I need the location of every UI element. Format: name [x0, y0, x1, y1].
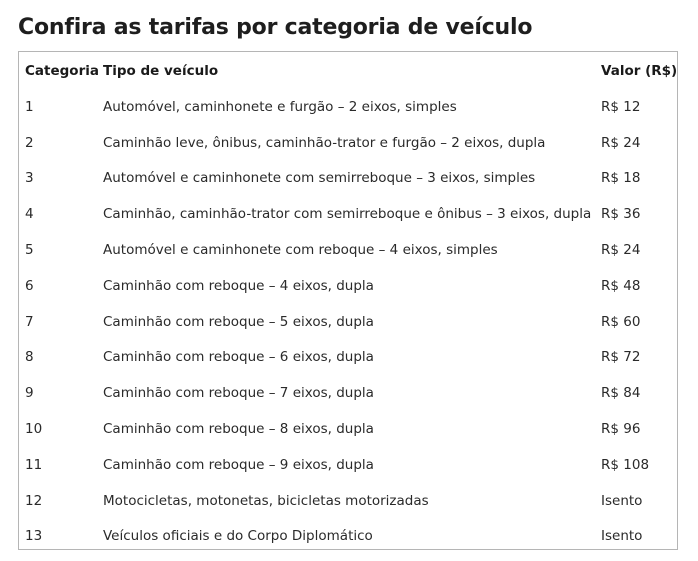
cell-valor: R$ 24: [601, 242, 641, 259]
cell-tipo-veiculo: Caminhão com reboque – 9 eixos, dupla: [103, 456, 374, 473]
page-title: Confira as tarifas por categoria de veículo: [18, 15, 533, 40]
table-header-row: [19, 52, 677, 89]
cell-valor: R$ 60: [601, 313, 641, 330]
cell-valor: R$ 108: [601, 456, 650, 473]
cell-valor: R$ 24: [601, 134, 641, 151]
cell-categoria: 4: [25, 206, 34, 223]
table-row: [19, 125, 677, 161]
tariff-table: [19, 52, 677, 554]
cell-valor: R$ 18: [601, 170, 641, 187]
cell-categoria: 6: [25, 277, 34, 294]
cell-valor: R$ 12: [601, 98, 641, 115]
table-row: [19, 411, 677, 447]
cell-categoria: 12: [25, 492, 43, 509]
cell-valor: Isento: [601, 528, 643, 545]
cell-categoria: 11: [25, 456, 43, 473]
cell-tipo-veiculo: Caminhão com reboque – 8 eixos, dupla: [103, 421, 374, 438]
cell-categoria: 5: [25, 242, 34, 259]
cell-tipo-veiculo: Automóvel e caminhonete com reboque – 4 eixos, simples: [103, 242, 498, 259]
table-row: [19, 483, 677, 519]
cell-categoria: 9: [25, 385, 34, 402]
table-row: [19, 340, 677, 376]
cell-tipo-veiculo: Caminhão, caminhão-trator com semirreboque e ônibus – 3 eixos, dupla: [103, 206, 592, 223]
cell-tipo-veiculo: Caminhão com reboque – 7 eixos, dupla: [103, 385, 374, 402]
header-valor: Valor (R$): [601, 62, 678, 79]
table-row: [19, 89, 677, 125]
cell-categoria: 8: [25, 349, 34, 366]
table-row: [19, 232, 677, 268]
table-row: [19, 375, 677, 411]
cell-categoria: 13: [25, 528, 43, 545]
cell-categoria: 10: [25, 421, 43, 438]
cell-tipo-veiculo: Veículos oficiais e do Corpo Diplomático: [103, 528, 373, 545]
cell-valor: R$ 84: [601, 385, 641, 402]
table-row: [19, 161, 677, 197]
table-row: [19, 196, 677, 232]
header-tipo-veiculo: Tipo de veículo: [103, 62, 219, 79]
table-body: [19, 89, 677, 554]
cell-valor: R$ 48: [601, 277, 641, 294]
cell-tipo-veiculo: Automóvel, caminhonete e furgão – 2 eixos, simples: [103, 98, 457, 115]
cell-tipo-veiculo: Caminhão leve, ônibus, caminhão-trator e furgão – 2 eixos, dupla: [103, 134, 546, 151]
cell-valor: Isento: [601, 492, 643, 509]
cell-categoria: 7: [25, 313, 34, 330]
table-row: [19, 519, 677, 555]
cell-tipo-veiculo: Caminhão com reboque – 6 eixos, dupla: [103, 349, 374, 366]
table-row: [19, 447, 677, 483]
tariff-table-container: [18, 51, 678, 550]
cell-tipo-veiculo: Motocicletas, motonetas, bicicletas motorizadas: [103, 492, 429, 509]
cell-valor: R$ 72: [601, 349, 641, 366]
cell-categoria: 2: [25, 134, 34, 151]
table-row: [19, 268, 677, 304]
cell-categoria: 3: [25, 170, 34, 187]
cell-tipo-veiculo: Caminhão com reboque – 4 eixos, dupla: [103, 277, 374, 294]
cell-valor: R$ 36: [601, 206, 641, 223]
cell-valor: R$ 96: [601, 421, 641, 438]
cell-tipo-veiculo: Caminhão com reboque – 5 eixos, dupla: [103, 313, 374, 330]
cell-categoria: 1: [25, 98, 34, 115]
header-categoria: Categoria: [25, 62, 99, 79]
table-row: [19, 304, 677, 340]
cell-tipo-veiculo: Automóvel e caminhonete com semirreboque – 3 eixos, simples: [103, 170, 536, 187]
